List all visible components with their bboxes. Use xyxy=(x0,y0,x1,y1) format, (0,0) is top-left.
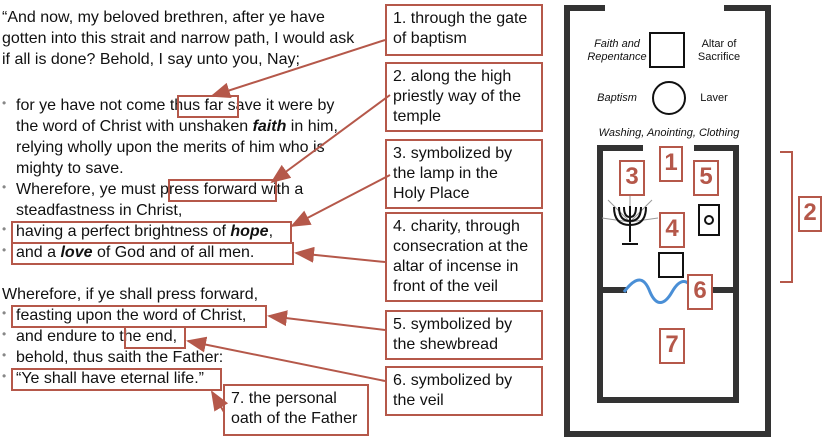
bullet-dot: • xyxy=(2,327,7,341)
callout-line: oath of the Father xyxy=(231,410,358,427)
callout-line: temple xyxy=(393,108,442,125)
callout-line: front of the veil xyxy=(393,278,498,295)
callout-line: altar of incense in xyxy=(393,258,519,275)
emphasis-love: love xyxy=(60,244,93,261)
baptism-label: Baptism xyxy=(597,92,637,104)
callout-line: 4. charity, through xyxy=(393,218,520,235)
callout-line: consecration at the xyxy=(393,238,529,255)
label-line: Repentance xyxy=(587,51,647,63)
callout-line: the veil xyxy=(393,392,444,409)
text-segment: save it were by xyxy=(223,97,335,114)
callout-line: of baptism xyxy=(393,30,467,47)
highlight-thus-far: thus far xyxy=(169,97,224,114)
text-segment: , xyxy=(172,328,178,345)
faith-repentance-label xyxy=(585,38,649,64)
text-segment: having a perfect brightness of xyxy=(16,223,231,240)
text-line-wherefore: Wherefore, if ye shall press forward, xyxy=(2,286,259,303)
text-segment: and endure to xyxy=(16,328,120,345)
bullet-dot: • xyxy=(2,348,7,362)
label-line: Faith and xyxy=(594,38,640,50)
marker-4: 4 xyxy=(659,212,685,248)
callout-line: Holy Place xyxy=(393,185,470,202)
callout-line: 5. symbolized by xyxy=(393,316,513,333)
marker-6: 6 xyxy=(687,274,713,310)
altar-of-incense-icon xyxy=(659,253,683,277)
altar-of-sacrifice-label xyxy=(688,38,750,64)
text-line-steadfastness: steadfastness in Christ, xyxy=(16,202,183,219)
text-segment: and a xyxy=(16,244,61,261)
callout-line: 6. symbolized by xyxy=(393,372,513,389)
laver-label: Laver xyxy=(700,92,728,104)
label-line: Sacrifice xyxy=(697,51,741,63)
emphasis-hope: hope xyxy=(230,223,269,240)
callout-line: 1. through the gate xyxy=(393,10,528,27)
emphasis-faith: faith xyxy=(252,118,287,135)
bullet-dot: • xyxy=(2,180,7,194)
highlight-the-end: the end xyxy=(119,328,173,345)
shewbread-table-icon xyxy=(699,205,719,235)
bracket-2 xyxy=(780,152,792,282)
text-line-eternal-life: “Ye shall have eternal life.” xyxy=(16,370,204,387)
text-line-mighty: mighty to save. xyxy=(16,160,124,177)
intro-line-2: gotten into this strait and narrow path, I would ask xyxy=(2,30,355,47)
menorah-icon xyxy=(602,190,658,244)
text-segment: for ye have not come xyxy=(16,97,170,114)
text-segment: with a xyxy=(256,181,304,198)
text-segment: the word of Christ with unshaken xyxy=(16,118,253,135)
bullet-dot: • xyxy=(2,222,7,236)
marker-1: 1 xyxy=(659,146,683,182)
text-line-relying: relying wholly upon the merits of him who is xyxy=(16,139,325,156)
callout-line: 3. symbolized by xyxy=(393,145,513,162)
callout-line: the shewbread xyxy=(393,336,498,353)
bullet-dot: • xyxy=(2,369,7,383)
marker-5: 5 xyxy=(693,160,719,196)
text-segment: of God and of all men. xyxy=(92,244,255,261)
marker-2: 2 xyxy=(798,196,822,232)
laver-icon xyxy=(653,82,685,114)
bullet-dot: • xyxy=(2,306,7,320)
washing-anointing-clothing-label: Washing, Anointing, Clothing xyxy=(598,127,740,139)
marker-3: 3 xyxy=(619,160,645,196)
callout-line: priestly way of the xyxy=(393,88,522,105)
text-segment: , xyxy=(268,223,274,240)
text-line-behold: behold, thus saith the Father: xyxy=(16,349,224,366)
altar-of-sacrifice-icon xyxy=(650,33,684,67)
intro-line-1: “And now, my beloved brethren, after ye have xyxy=(2,9,325,26)
callout-line: 7. the personal xyxy=(231,390,337,407)
intro-line-3: if all is done? Behold, I say unto you, Nay; xyxy=(2,51,300,68)
callout-line: the lamp in the xyxy=(393,165,498,182)
marker-7: 7 xyxy=(659,328,685,364)
highlight-press-forward: press forward xyxy=(160,181,257,198)
label-line: Altar of xyxy=(701,38,737,50)
bullet-dot: • xyxy=(2,243,7,257)
text-segment: Wherefore, ye must xyxy=(16,181,161,198)
text-segment: in him, xyxy=(286,118,338,135)
callout-line: 2. along the high xyxy=(393,68,512,85)
text-line-feasting: feasting upon the word of Christ, xyxy=(16,307,247,324)
bullet-dot: • xyxy=(2,96,7,110)
